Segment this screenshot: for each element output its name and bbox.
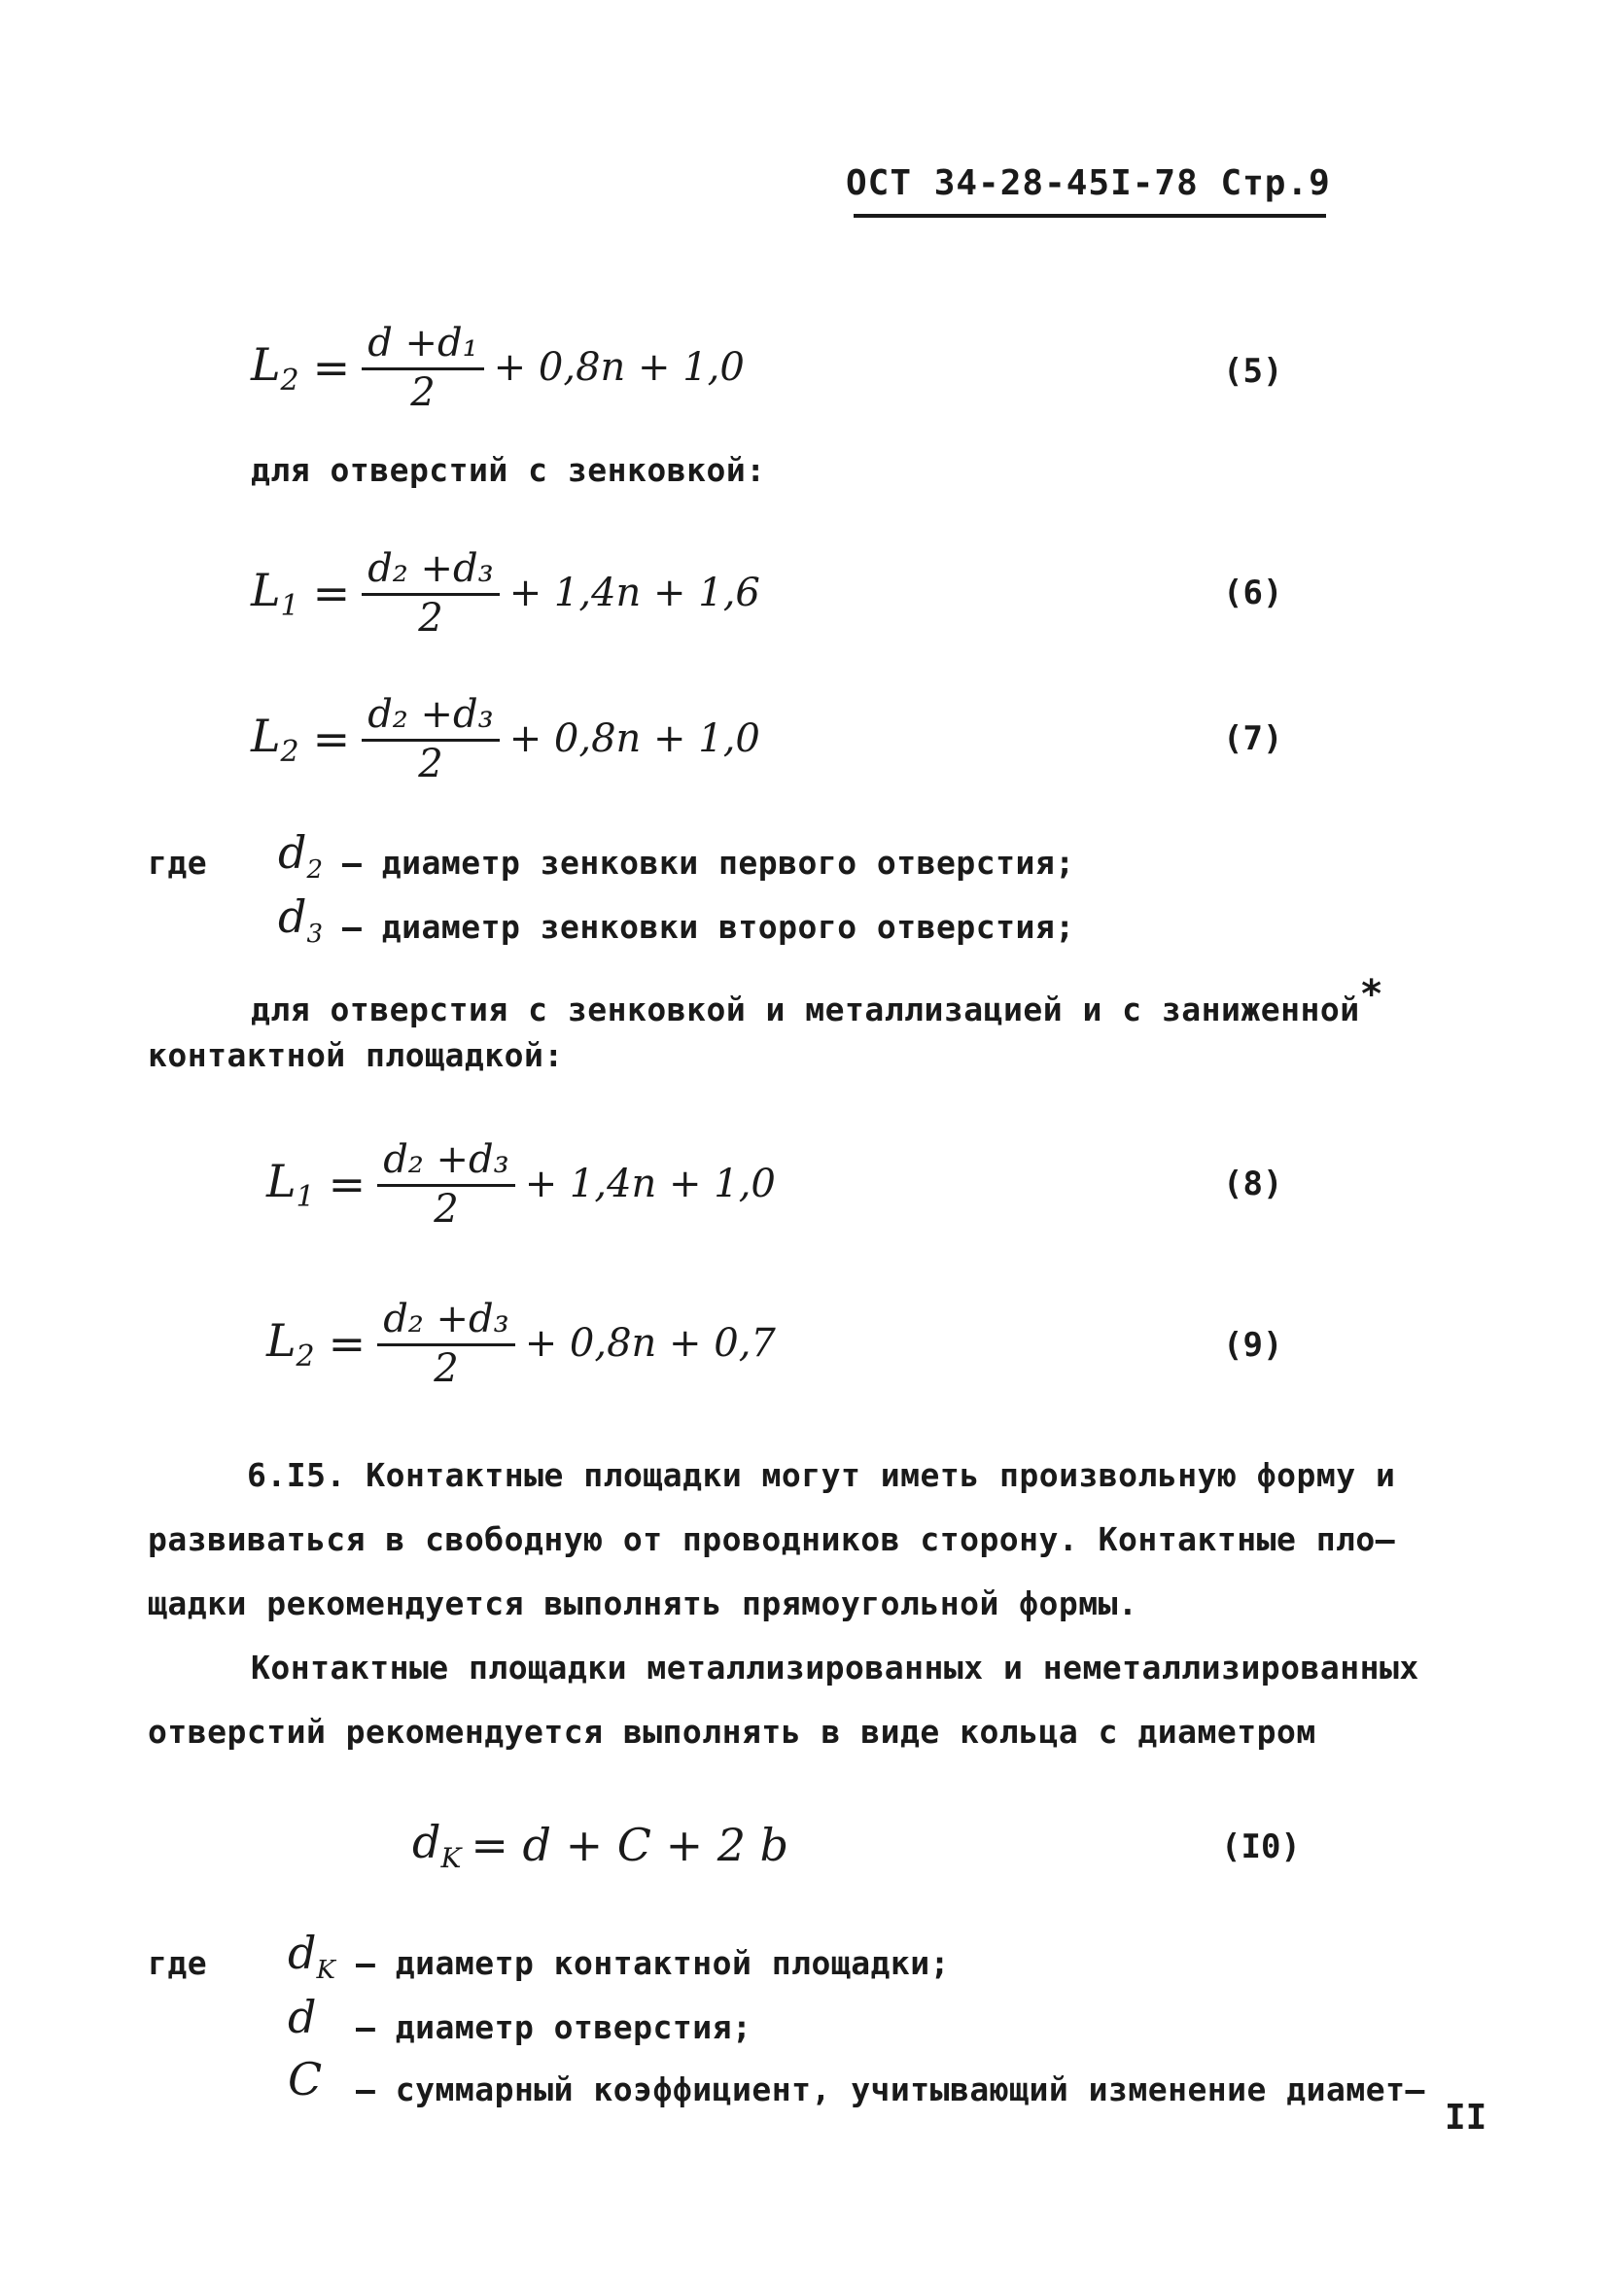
- symbol-d2: $d_2$: [278, 826, 323, 886]
- document-header: ОСТ 34-28-45I-78 Стр.9: [846, 163, 1331, 203]
- formula-10: $d_K$ = d + C + 2 b: [412, 1815, 789, 1875]
- paragraph-6-15-line-2: развиваться в свободную от проводников сторону. Контактные пло–: [148, 1520, 1396, 1558]
- page-number: II: [1445, 2098, 1487, 2138]
- footnote-star: *: [1359, 972, 1384, 1017]
- paragraph-6-15-line-3: щадки рекомендуется выполнять прямоугольной формы.: [148, 1584, 1138, 1622]
- c-description: – суммарный коэффициент, учитывающий изменение диамет–: [356, 2070, 1425, 2108]
- countersink-intro: для отверстий с зенковкой:: [251, 451, 766, 489]
- formula-7: $L_2$ = $\frac{\text{d₂ +d₃}}{2}$ + 0,8n + 1,0: [251, 691, 760, 786]
- formula-5-number: (5): [1223, 352, 1283, 391]
- symbol-d3: $d_3$: [278, 890, 323, 950]
- d2-description: – диаметр зенковки первого отверстия;: [342, 844, 1075, 882]
- symbol-c: C: [288, 2053, 323, 2105]
- metallization-intro: для отверстия с зенковкой и металлизацией и с заниженной*: [251, 972, 1384, 1028]
- d3-description: – диаметр зенковки второго отверстия;: [342, 908, 1075, 946]
- formula-8-number: (8): [1223, 1165, 1283, 1203]
- paragraph-2-line-1: Контактные площадки металлизированных и неметаллизированных: [251, 1649, 1419, 1687]
- formula-9: $L_2$ = $\frac{\text{d₂ +d₃}}{2}$ + 0,8n + 0,7: [266, 1296, 776, 1391]
- formula-10-lhs: $d_K$: [412, 1815, 462, 1875]
- dk-description: – диаметр контактной площадки;: [356, 1944, 951, 1982]
- formula-5-fraction: $\frac{\text{d +d₁}}{2}$: [362, 323, 483, 413]
- where-label-2: где: [148, 1944, 208, 1982]
- formula-5: $L_2$ = $\frac{\text{d +d₁}}{2}$ + 0,8n + 1,0: [251, 320, 745, 415]
- metallization-intro-continued: контактной площадкой:: [148, 1036, 564, 1074]
- formula-9-number: (9): [1223, 1326, 1283, 1365]
- symbol-dk: $d_K$: [288, 1927, 335, 1986]
- formula-6-number: (6): [1223, 574, 1283, 612]
- formula-5-lhs: $L_2$: [251, 337, 299, 398]
- symbol-d: d: [288, 1991, 317, 2043]
- header-underline: [854, 214, 1326, 218]
- d-description: – диаметр отверстия;: [356, 2008, 752, 2046]
- formula-10-number: (I0): [1221, 1827, 1301, 1866]
- formula-8: $L_1$ = $\frac{\text{d₂ +d₃}}{2}$ + 1,4n + 1,0: [266, 1136, 776, 1232]
- formula-7-number: (7): [1223, 719, 1283, 758]
- where-label: где: [148, 844, 208, 882]
- paragraph-2-line-2: отверстий рекомендуется выполнять в виде кольца с диаметром: [148, 1713, 1316, 1751]
- formula-6: $L_1$ = $\frac{\text{d₂ +d₃}}{2}$ + 1,4n + 1,6: [251, 545, 760, 641]
- paragraph-6-15-line-1: 6.I5. Контактные площадки могут иметь произвольную форму и: [247, 1456, 1396, 1494]
